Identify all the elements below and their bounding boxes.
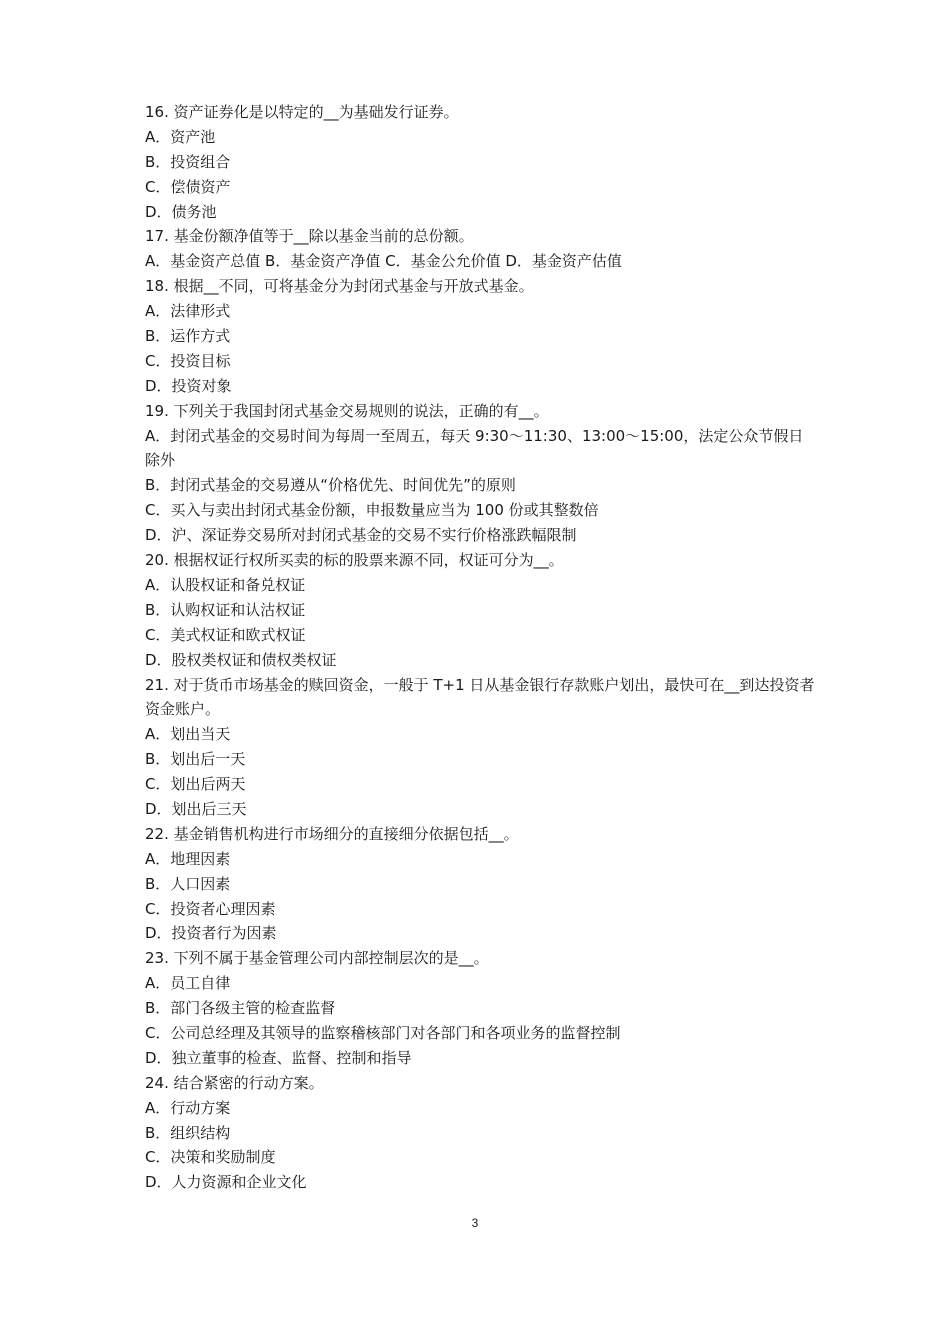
- page-number: 3: [471, 1216, 479, 1230]
- q17-options: A．基金资产总值 B．基金资产净值 C．基金公允价值 D．基金资产估值: [145, 252, 622, 271]
- q22-option-b: B．人口因素: [145, 874, 231, 893]
- q19-option-a: A．封闭式基金的交易时间为每周一至周五，每天 9:30～11:30、13:00～15:00，法定公众节假日除外: [145, 426, 804, 470]
- question-23: 23. 下列不属于基金管理公司内部控制层次的是__。: [145, 949, 489, 968]
- q23-option-b: B．部门各级主管的检查监督: [145, 999, 336, 1018]
- question-20: 20. 根据权证行权所买卖的标的股票来源不同，权证可分为__。: [145, 551, 564, 570]
- q16-option-a: A．资产池: [145, 127, 216, 146]
- question-24: 24. 结合紧密的行动方案。: [145, 1073, 324, 1092]
- q24-option-b: B．组织结构: [145, 1123, 231, 1142]
- q18-option-d: D．投资对象: [145, 376, 232, 395]
- q16-option-d: D．债务池: [145, 202, 217, 221]
- q22-option-a: A．地理因素: [145, 849, 231, 868]
- q20-option-c: C．美式权证和欧式权证: [145, 625, 306, 644]
- question-17: 17. 基金份额净值等于__除以基金当前的总份额。: [145, 227, 474, 246]
- q22-option-d: D．投资者行为因素: [145, 924, 277, 943]
- q24-option-a: A．行动方案: [145, 1098, 231, 1117]
- q18-option-c: C．投资目标: [145, 351, 231, 370]
- q20-option-b: B．认购权证和认沽权证: [145, 600, 306, 619]
- question-19: 19. 下列关于我国封闭式基金交易规则的说法，正确的有__。: [145, 401, 549, 420]
- q19-option-b: B．封闭式基金的交易遵从“价格优先、时间优先”的原则: [145, 476, 516, 495]
- q18-option-a: A．法律形式: [145, 302, 231, 321]
- q23-option-d: D．独立董事的检查、监督、控制和指导: [145, 1048, 412, 1067]
- q18-option-b: B．运作方式: [145, 327, 231, 346]
- q20-option-a: A．认股权证和备兑权证: [145, 575, 306, 594]
- q24-option-c: C．决策和奖励制度: [145, 1148, 276, 1167]
- q23-option-c: C．公司总经理及其领导的监察稽核部门对各部门和各项业务的监督控制: [145, 1024, 621, 1043]
- question-21: 21. 对于货币市场基金的赎回资金，一般于 T+1 日从基金银行存款账户划出，最快可在__到达投资者资金账户。: [145, 675, 815, 719]
- q16-option-b: B．投资组合: [145, 152, 231, 171]
- q16-option-c: C．偿债资产: [145, 177, 231, 196]
- question-22: 22. 基金销售机构进行市场细分的直接细分依据包括__。: [145, 824, 519, 843]
- document-body: [145, 100, 815, 1195]
- q19-option-d: D．沪、深证券交易所对封闭式基金的交易不实行价格涨跌幅限制: [145, 526, 577, 545]
- question-18: 18. 根据__不同，可将基金分为封闭式基金与开放式基金。: [145, 277, 534, 296]
- q19-option-c: C．买入与卖出封闭式基金份额，申报数量应当为 100 份或其整数倍: [145, 501, 599, 520]
- question-16: 16. 资产证券化是以特定的__为基础发行证券。: [145, 103, 459, 121]
- q21-option-a: A．划出当天: [145, 725, 231, 744]
- q21-option-c: C．划出后两天: [145, 775, 246, 794]
- q23-option-a: A．员工自律: [145, 974, 231, 993]
- q21-option-b: B．划出后一天: [145, 750, 246, 769]
- q21-option-d: D．划出后三天: [145, 800, 247, 818]
- q24-option-d: D．人力资源和企业文化: [145, 1173, 307, 1192]
- q20-option-d: D．股权类权证和债权类权证: [145, 650, 337, 669]
- q22-option-c: C．投资者心理因素: [145, 899, 276, 918]
